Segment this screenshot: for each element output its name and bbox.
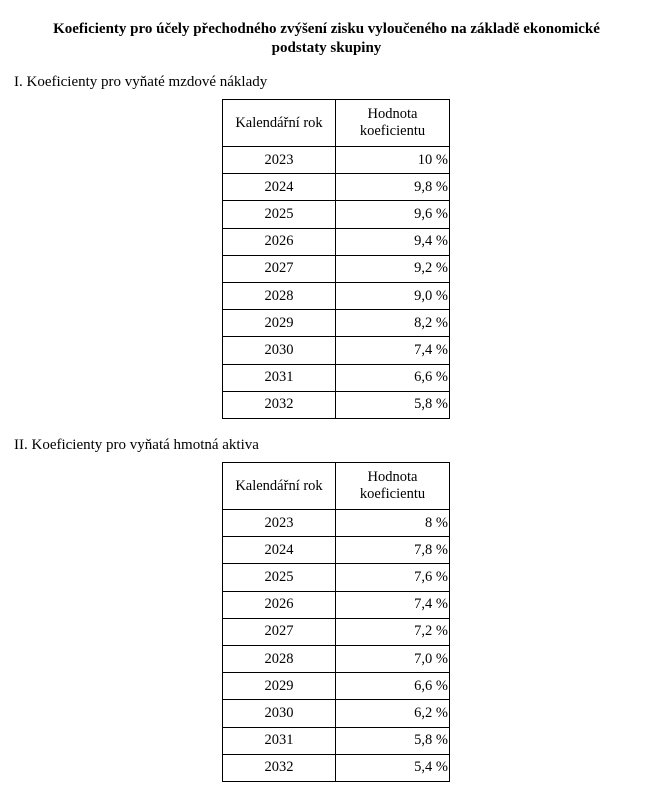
- value-cell: 5,8 %: [336, 391, 450, 418]
- header-year: Kalendářní rok: [223, 100, 336, 147]
- table-row: [223, 618, 450, 645]
- header-value-line-2: koeficientu: [359, 486, 426, 502]
- year-cell: 2026: [223, 591, 336, 618]
- year-cell: 2026: [223, 228, 336, 255]
- value-cell: 6,2 %: [336, 700, 450, 727]
- value-cell: 7,4 %: [336, 337, 450, 364]
- table-row: [223, 255, 450, 282]
- value-cell: 9,8 %: [336, 174, 450, 201]
- year-cell: 2025: [223, 564, 336, 591]
- header-value-line-1: Hodnota: [367, 469, 418, 485]
- year-cell: 2030: [223, 337, 336, 364]
- tangible-asset-coefficient-table: [222, 462, 450, 782]
- document-title: [0, 20, 653, 58]
- table-row: [223, 391, 450, 418]
- table-header-row: [223, 463, 450, 510]
- year-cell: 2025: [223, 201, 336, 228]
- section-1-heading: I. Koeficienty pro vyňaté mzdové náklady: [14, 74, 268, 90]
- value-cell: 9,2 %: [336, 255, 450, 282]
- header-value-line-1: Hodnota: [367, 106, 418, 122]
- value-cell: 6,6 %: [336, 673, 450, 700]
- year-cell: 2023: [223, 510, 336, 537]
- value-cell: 7,0 %: [336, 645, 450, 672]
- year-cell: 2028: [223, 645, 336, 672]
- table-row: [223, 201, 450, 228]
- value-cell: 9,4 %: [336, 228, 450, 255]
- year-cell: 2024: [223, 174, 336, 201]
- year-cell: 2028: [223, 282, 336, 309]
- header-value: [336, 100, 450, 147]
- header-value: [336, 463, 450, 510]
- table-row: [223, 700, 450, 727]
- wage-cost-coefficient-table: [222, 99, 450, 419]
- header-year: Kalendářní rok: [223, 463, 336, 510]
- table-row: [223, 564, 450, 591]
- value-cell: 10 %: [336, 147, 450, 174]
- value-cell: 8,2 %: [336, 310, 450, 337]
- table-row: [223, 510, 450, 537]
- year-cell: 2032: [223, 391, 336, 418]
- value-cell: 5,4 %: [336, 754, 450, 781]
- value-cell: 7,4 %: [336, 591, 450, 618]
- table-row: [223, 364, 450, 391]
- table-row: [223, 673, 450, 700]
- value-cell: 9,6 %: [336, 201, 450, 228]
- year-cell: 2029: [223, 673, 336, 700]
- year-cell: 2031: [223, 727, 336, 754]
- table-row: [223, 337, 450, 364]
- year-cell: 2030: [223, 700, 336, 727]
- year-cell: 2032: [223, 754, 336, 781]
- year-cell: 2027: [223, 618, 336, 645]
- section-2-heading: II. Koeficienty pro vyňatá hmotná aktiva: [14, 437, 259, 453]
- table-row: [223, 147, 450, 174]
- value-cell: 9,0 %: [336, 282, 450, 309]
- table-row: [223, 228, 450, 255]
- year-cell: 2031: [223, 364, 336, 391]
- value-cell: 5,8 %: [336, 727, 450, 754]
- table-row: [223, 537, 450, 564]
- table-row: [223, 282, 450, 309]
- table-row: [223, 174, 450, 201]
- header-value-line-2: koeficientu: [359, 123, 426, 139]
- year-cell: 2029: [223, 310, 336, 337]
- value-cell: 8 %: [336, 510, 450, 537]
- document-title-line-1: Koeficienty pro účely přechodného zvýšení zisku vyloučeného na základě ekonomické: [53, 21, 600, 37]
- table-row: [223, 645, 450, 672]
- value-cell: 7,8 %: [336, 537, 450, 564]
- year-cell: 2024: [223, 537, 336, 564]
- table-row: [223, 310, 450, 337]
- table-header-row: [223, 100, 450, 147]
- table-row: [223, 754, 450, 781]
- year-cell: 2027: [223, 255, 336, 282]
- value-cell: 6,6 %: [336, 364, 450, 391]
- value-cell: 7,2 %: [336, 618, 450, 645]
- table-row: [223, 727, 450, 754]
- document-title-line-2: podstaty skupiny: [271, 40, 382, 56]
- value-cell: 7,6 %: [336, 564, 450, 591]
- year-cell: 2023: [223, 147, 336, 174]
- table-row: [223, 591, 450, 618]
